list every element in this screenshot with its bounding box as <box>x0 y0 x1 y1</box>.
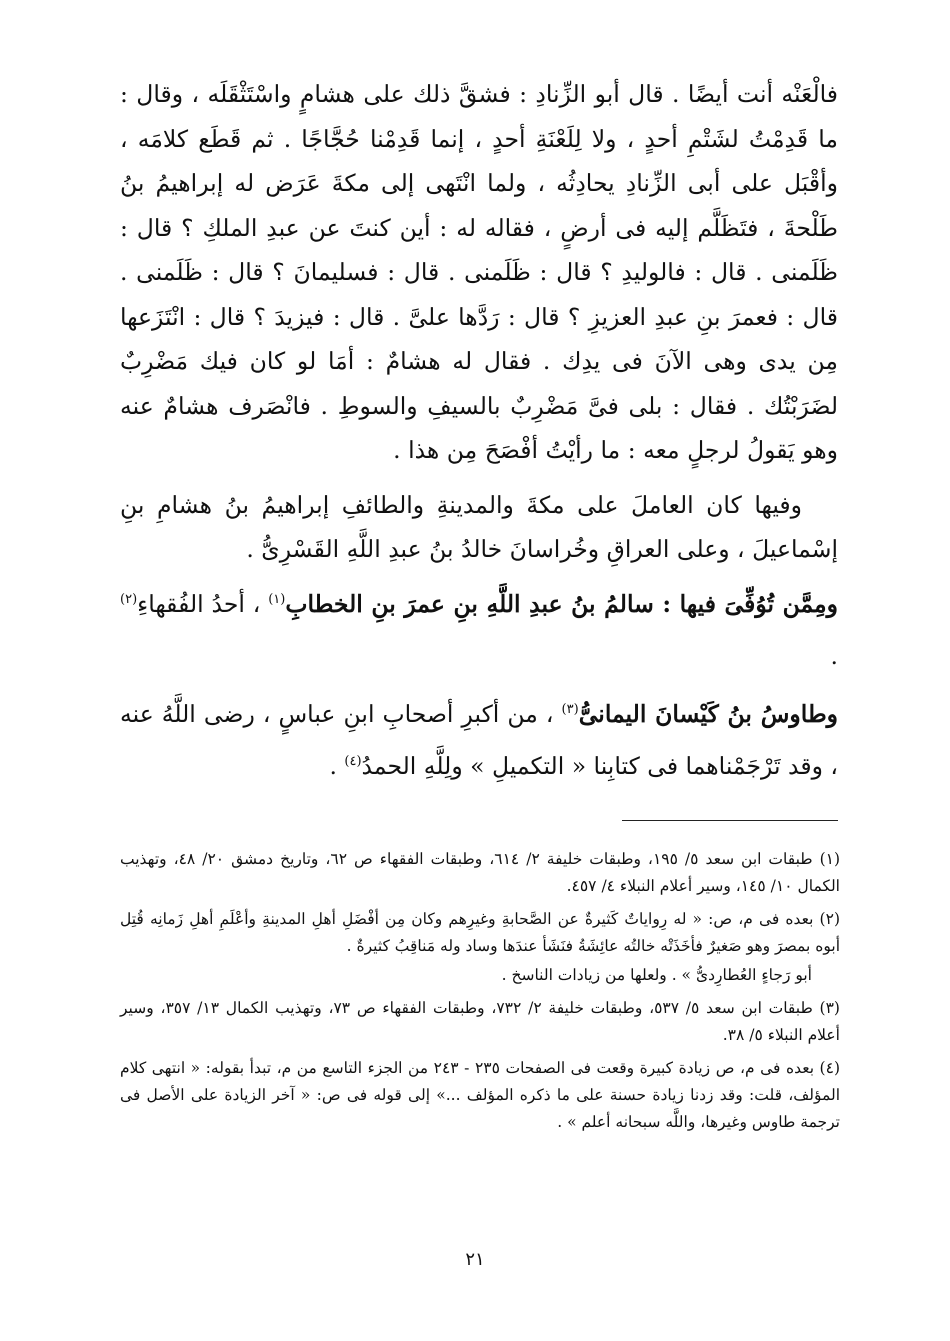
footnote-2-continuation: أبو رَجاءٍ العُطارِدىُّ » . ولعلها من زيادات الناسخ . <box>501 966 812 984</box>
main-text-body <box>120 72 838 792</box>
obituary-salim-name: ومِمَّن تُوُفِّىَ فيها : سالمُ بنُ عبدِ اللَّهِ بنِ عمرَ بنِ الخطابِ <box>285 589 838 618</box>
obituary-salim <box>120 578 838 682</box>
obituary-salim-desc: ، أحدُ الفُقهاءِ <box>137 589 269 618</box>
obituary-tawus <box>120 688 838 792</box>
footnote-ref-3[interactable]: (٣) <box>561 701 579 717</box>
footnote-ref-4[interactable]: (٤) <box>344 753 362 769</box>
obituary-tawus-end: . <box>329 751 345 780</box>
obituary-tawus-name: وطاوسُ بنُ كَيْسانَ اليمانىُّ <box>578 699 838 728</box>
footnote-4: (٤) بعده فى م، ص زيادة كبيرة وقعت فى الصفحات ٢٣٥ - ٢٤٣ من الجزء التاسع من م، تبدأ بقوله: « انتهى كلام المؤلف، قلت: وقد زدنا زيادة حسنة على ما ذكره المؤلف ...» إلى قوله فى ص: « آخر الزيادة على الأصل فى ترجمة طاوس وغيرها، واللَّه سبحانه أعلم » . <box>120 1059 840 1131</box>
obituary-salim-end: . <box>830 641 838 670</box>
obituary-tawus-desc: ، من أكبرِ أصحابِ ابنِ عباسٍ ، رضى اللَّهُ عنه ، وقد تَرْجَمْناهما فى كتابِنا « التكميلِ » ولِلَّهِ الحمدُ <box>120 699 838 780</box>
footnote-ref-2[interactable]: (٢) <box>120 591 138 607</box>
footnote-ref-1[interactable]: (١) <box>268 591 286 607</box>
footnote-1: (١) طبقات ابن سعد ٥/ ١٩٥، وطبقات خليفة ٢/ ٦١٤، وطبقات الفقهاء ص ٦٢، وتاريخ دمشق ٢٠/ ٤٨، وتهذيب الكمال ١٠/ ١٤٥، وسير أعلام النبلاء ٤/ ٤٥٧. <box>120 850 841 895</box>
footnote-2: (٢) بعده فى م، ص: « له رِواياتٌ كَثيرةٌ عن الصَّحابةِ وغيرِهم وكان مِن أفْضَلِ أهلِ المدينةِ وأعْلَمِ أهلِ زَمانِه قُتِل أبوه بمصرَ وهو صَغيرٌ فأخَذَتْه خالتُه عائِشَةُ فنَشَأ عندَها وساد وله مَناقِبُ كثيرةٌ . <box>120 910 840 955</box>
footnote-divider <box>622 820 838 821</box>
page-number: ٢١ <box>465 1249 485 1270</box>
footnotes-section <box>120 846 840 1142</box>
narrative-paragraph: فالْعَنْه أنت أيضًا . قال أبو الزِّنادِ : فشقَّ ذلك على هشامٍ واسْتَثْقَلَه ، وقال : ما قَدِمْتُ لشَتْمِ أحدٍ ، ولا لِلَعْنَةِ أحدٍ ، إنما قَدِمْنا حُجَّاجًا . ثم قَطَع كلامَه ، وأقْبَل على أبى الزِّنادِ يحادِثُه ، ولما انْتَهى إلى مكةَ عَرَض له إبراهيمُ بنُ طَلْحةَ ، فتَظَلَّم إليه فى أرضٍ ، فقاله له : أين كنتَ عن عبدِ الملكِ ؟ قال : ظَلَمنى . قال : فالوليدِ ؟ قال : ظَلَمنى . قال : فسليمانَ ؟ قال : ظَلَمنى . قال : فعمرَ بنِ عبدِ العزيزِ ؟ قال : رَدَّها علىَّ . قال : فيزيدَ ؟ قال : انْتَزَعها مِن يدى وهى الآنَ فى يدِك . فقال له هشامٌ : أمَا لو كان فيك مَضْرِبٌ لضَرَبْتُك . فقال : بلى فىَّ مَضْرِبٌ بالسيفِ والسوطِ . فانْصَرف هشامٌ عنه وهو يَقولُ لرجلٍ معه : ما رأيْتُ أفْصَحَ مِن هذا . <box>120 80 838 464</box>
governors-paragraph: وفيها كان العاملَ على مكةَ والمدينةِ والطائفِ إبراهيمُ بنُ هشامِ بنِ إسْماعيلَ ، وعلى العراقِ وخُراسانَ خالدُ بنُ عبدِ اللَّهِ القَسْرِىُّ . <box>120 490 838 563</box>
footnote-3: (٣) طبقات ابن سعد ٥/ ٥٣٧، وطبقات خليفة ٢/ ٧٣٢، وطبقات الفقهاء ص ٧٣، وتهذيب الكمال ١٣/ ٣٥٧، وسير أعلام النبلاء ٥/ ٣٨. <box>120 999 840 1044</box>
